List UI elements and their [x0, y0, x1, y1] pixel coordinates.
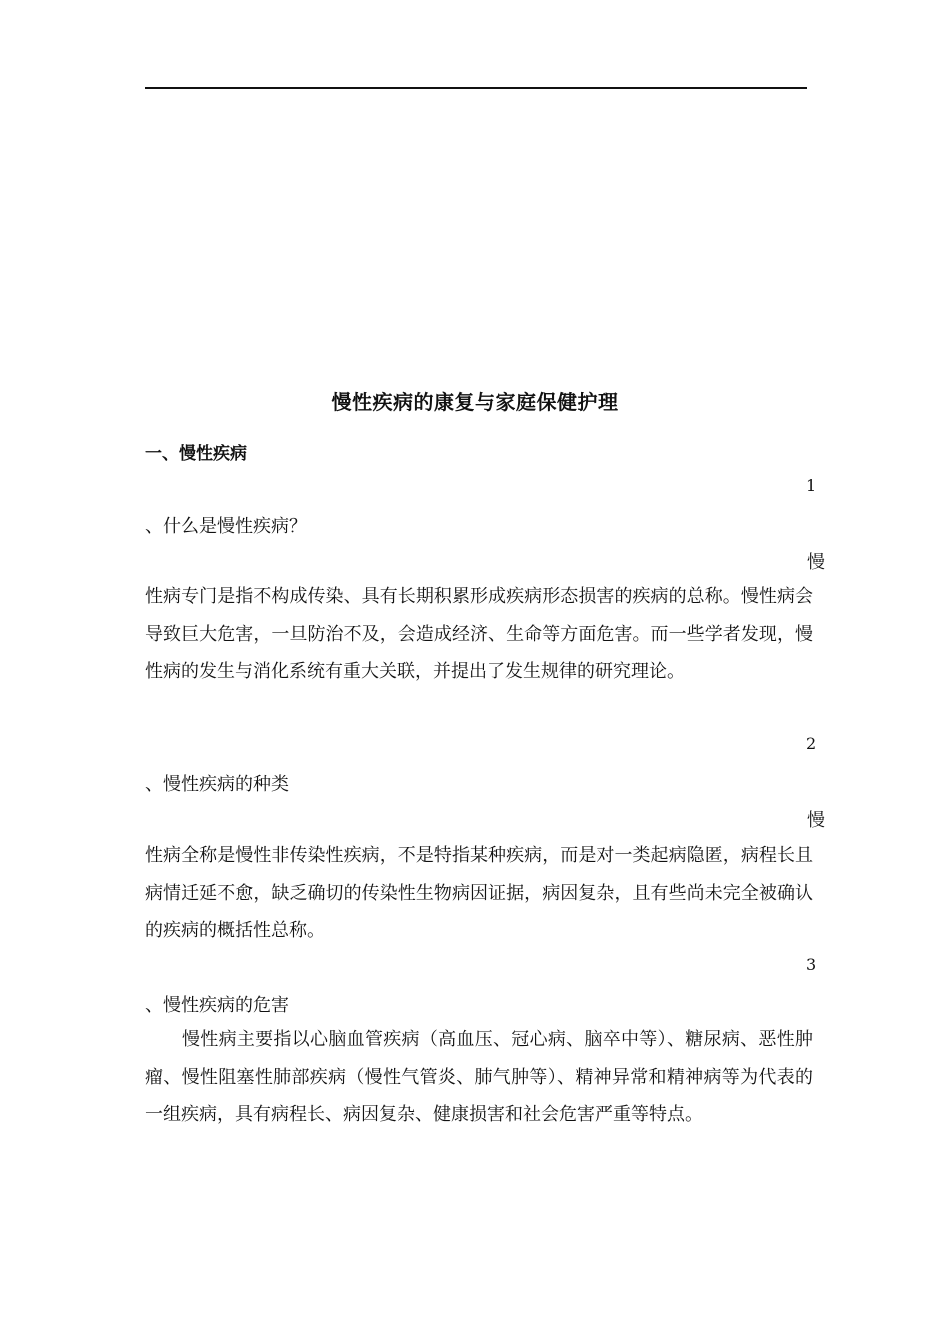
paragraph: 性病全称是慢性非传染性疾病，不是特指某种疾病，而是对一类起病隐匿，病程长且病情迁延不愈，缺乏确切的传染性生物病因证据，病因复杂，且有些尚未完全被确认的疾病的概括性总称。: [145, 845, 813, 941]
item-heading: 、慢性疾病的危害: [145, 995, 289, 1016]
paragraph: 性病专门是指不构成传染、具有长期积累形成疾病形态损害的疾病的总称。慢性病会导致巨大危害，一旦防治不及，会造成经济、生命等方面危害。而一些学者发现，慢性病的发生与消化系统有重大关联，并提出了发生规律的研究理论。: [145, 586, 813, 682]
section-heading: 一、慢性疾病: [145, 444, 247, 464]
paragraph-lead-char: 慢: [807, 810, 825, 831]
document-title: 慢性疾病的康复与家庭保健护理: [331, 390, 619, 414]
item-heading: 、慢性疾病的种类: [145, 774, 289, 795]
item-number: 1: [806, 476, 817, 495]
item-heading: 、什么是慢性疾病？: [145, 516, 307, 537]
item-number: 2: [806, 734, 817, 753]
header-rule: [145, 87, 807, 89]
paragraph-lead-char: 慢: [807, 552, 825, 573]
paragraph: 慢性病主要指以心脑血管疾病（高血压、冠心病、脑卒中等）、糖尿病、恶性肿瘤、慢性阻塞性肺部疾病（慢性气管炎、肺气肿等）、精神异常和精神病等为代表的一组疾病，具有病程长、病因复杂、健康损害和社会危害严重等特点。: [145, 1029, 813, 1125]
item-number: 3: [806, 955, 817, 974]
